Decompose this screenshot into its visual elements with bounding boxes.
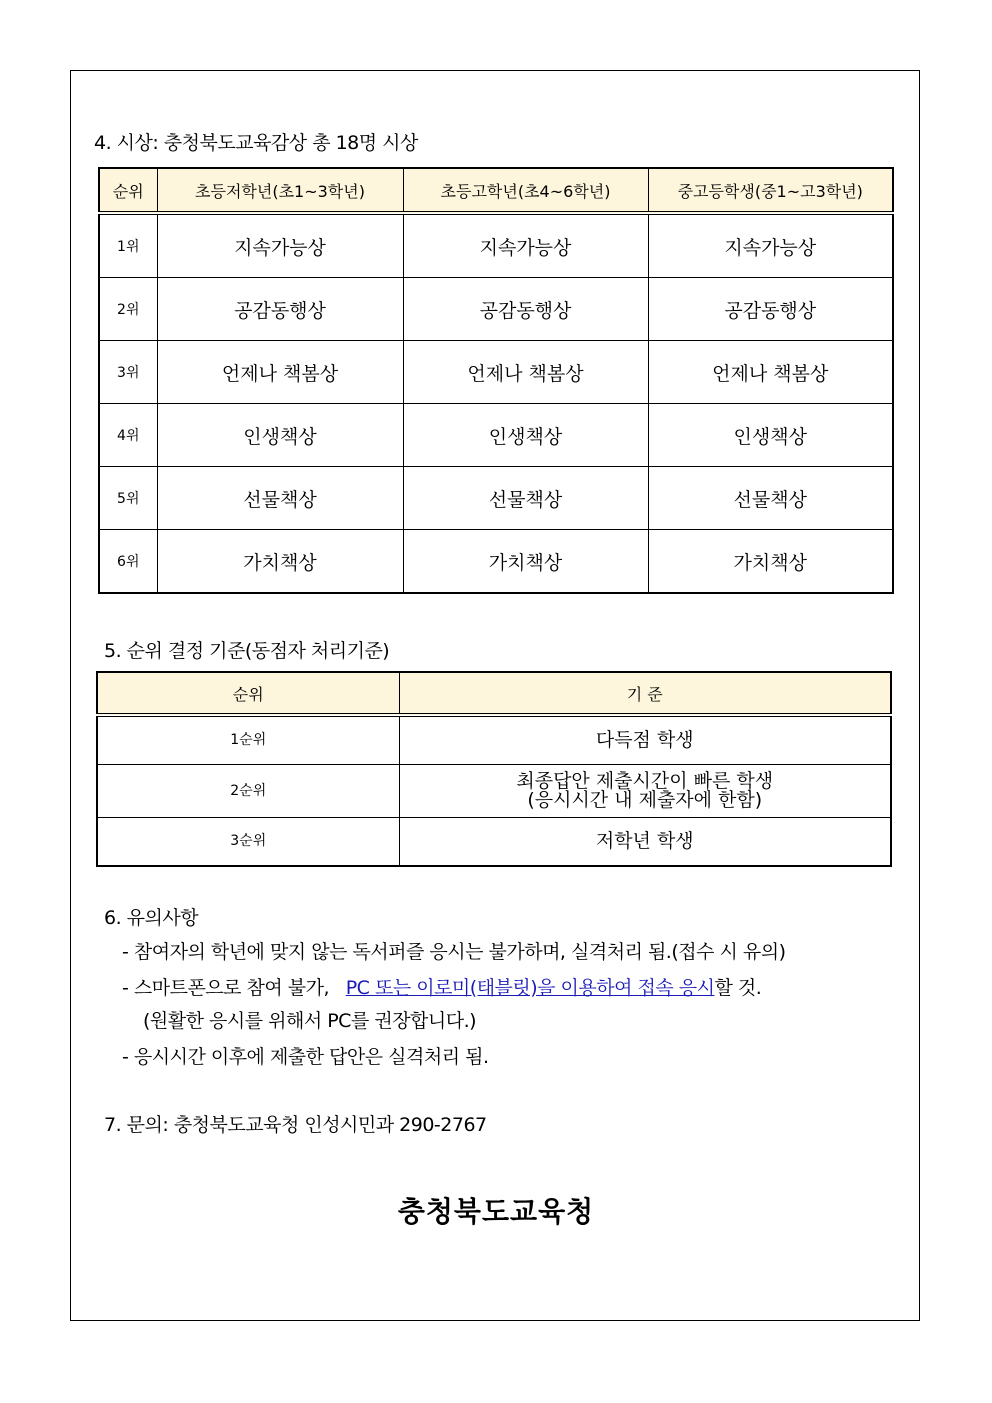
award-cell: 공감동행상 bbox=[157, 278, 403, 341]
award-cell: 언제나 책봄상 bbox=[648, 341, 893, 404]
notice-line-2 bbox=[122, 973, 761, 1000]
rank-cell: 3위 bbox=[99, 341, 157, 404]
award-cell: 가치책상 bbox=[648, 530, 893, 594]
rank-cell: 1순위 bbox=[97, 715, 399, 765]
section7-title: 7. 문의: 충청북도교육청 인성시민과 290-2767 bbox=[104, 1114, 487, 1136]
notice-line-4: - 응시시간 이후에 제출한 답안은 실격처리 됨. bbox=[122, 1046, 489, 1068]
criteria-cell: 저학년 학생 bbox=[399, 818, 891, 867]
notice-line-1: - 참여자의 학년에 맞지 않는 독서퍼즐 응시는 불가하며, 실격처리 됨.(접수 시 유의) bbox=[122, 941, 786, 963]
table-row bbox=[99, 404, 893, 467]
header-criteria: 기 준 bbox=[399, 672, 891, 715]
section4-title: 4. 시상: 충청북도교육감상 총 18명 시상 bbox=[94, 132, 418, 154]
table-row bbox=[99, 341, 893, 404]
awards-header-row bbox=[99, 168, 893, 213]
rank-cell: 3순위 bbox=[97, 818, 399, 867]
award-cell: 인생책상 bbox=[157, 404, 403, 467]
rank-cell: 5위 bbox=[99, 467, 157, 530]
header-rank: 순위 bbox=[97, 672, 399, 715]
award-cell: 공감동행상 bbox=[403, 278, 648, 341]
award-cell: 지속가능상 bbox=[403, 213, 648, 278]
table-row bbox=[97, 818, 891, 867]
rank-cell: 4위 bbox=[99, 404, 157, 467]
award-cell: 가치책상 bbox=[157, 530, 403, 594]
table-row bbox=[97, 765, 891, 818]
rank-cell: 6위 bbox=[99, 530, 157, 594]
awards-table bbox=[98, 167, 894, 594]
award-cell: 인생책상 bbox=[648, 404, 893, 467]
rank-cell: 2순위 bbox=[97, 765, 399, 818]
rank-cell: 1위 bbox=[99, 213, 157, 278]
table-row bbox=[99, 213, 893, 278]
issuer-name: 충청북도교육청 bbox=[397, 1195, 595, 1228]
notice-line-3: (원활한 응시를 위해서 PC를 권장합니다.) bbox=[143, 1010, 477, 1032]
award-cell: 선물책상 bbox=[157, 467, 403, 530]
notice-line-2-prefix: - 스마트폰으로 참여 불가, bbox=[122, 977, 330, 999]
criteria-text: 최종답안 제출시간이 빠른 학생 bbox=[516, 770, 774, 792]
table-row bbox=[97, 715, 891, 765]
table-row bbox=[99, 467, 893, 530]
table-row bbox=[99, 278, 893, 341]
award-cell: 언제나 책봄상 bbox=[403, 341, 648, 404]
section6-title: 6. 유의사항 bbox=[104, 907, 199, 929]
access-method-link[interactable]: PC 또는 이로미(태블릿)을 이용하여 접속 응시 bbox=[345, 977, 715, 999]
criteria-note: (응시시간 내 제출자에 한함) bbox=[527, 789, 763, 811]
notice-line-2-suffix: 할 것. bbox=[714, 977, 762, 999]
section5-title: 5. 순위 결정 기준(동점자 처리기준) bbox=[104, 640, 390, 662]
award-cell: 선물책상 bbox=[403, 467, 648, 530]
header-upper-elementary: 초등고학년(초4~6학년) bbox=[403, 168, 648, 213]
award-cell: 가치책상 bbox=[403, 530, 648, 594]
award-cell: 지속가능상 bbox=[648, 213, 893, 278]
table-row bbox=[99, 530, 893, 594]
criteria-cell: 다득점 학생 bbox=[399, 715, 891, 765]
award-cell: 인생책상 bbox=[403, 404, 648, 467]
award-cell: 지속가능상 bbox=[157, 213, 403, 278]
award-cell: 선물책상 bbox=[648, 467, 893, 530]
tiebreak-table bbox=[96, 671, 892, 867]
tiebreak-header-row bbox=[97, 672, 891, 715]
rank-cell: 2위 bbox=[99, 278, 157, 341]
header-rank: 순위 bbox=[99, 168, 157, 213]
header-lower-elementary: 초등저학년(초1~3학년) bbox=[157, 168, 403, 213]
criteria-cell bbox=[399, 765, 891, 818]
header-secondary: 중고등학생(중1~고3학년) bbox=[648, 168, 893, 213]
award-cell: 공감동행상 bbox=[648, 278, 893, 341]
award-cell: 언제나 책봄상 bbox=[157, 341, 403, 404]
